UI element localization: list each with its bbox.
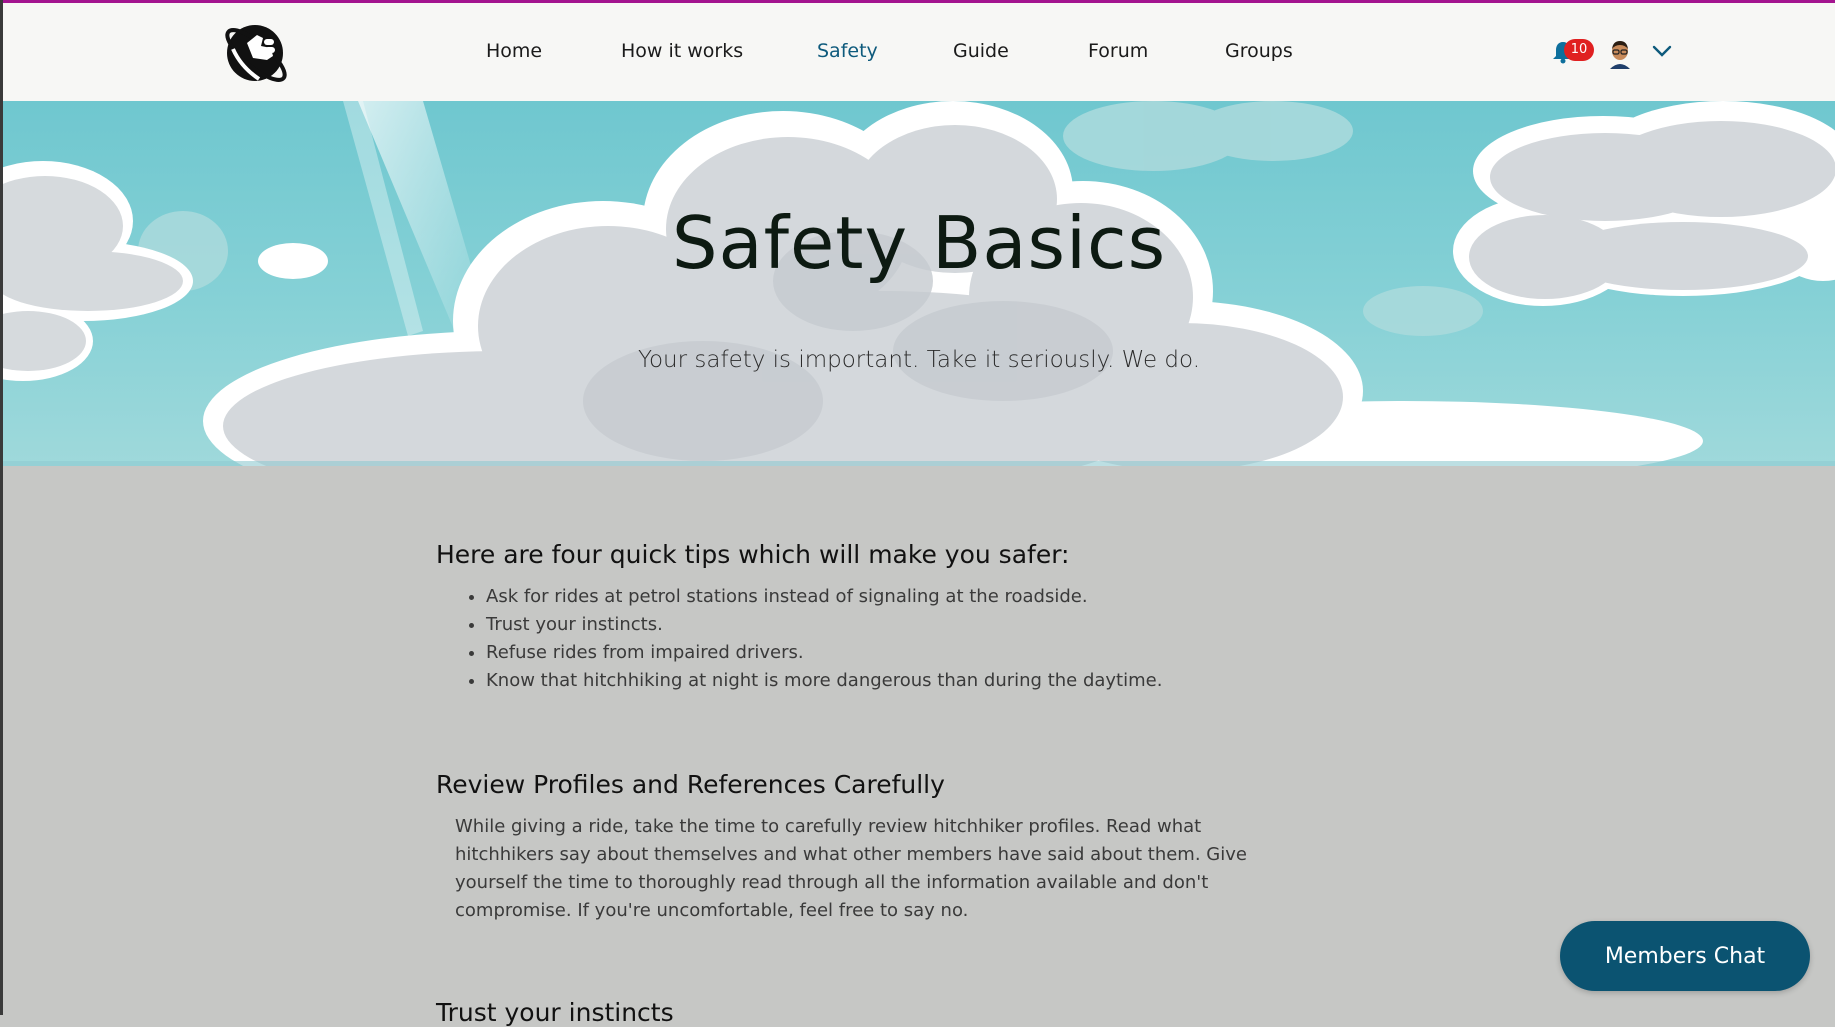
review-heading: Review Profiles and References Carefully [436,770,945,799]
tips-heading: Here are four quick tips which will make you safer: [436,540,1070,569]
tips-list [436,583,1296,695]
list-item: • Refuse rides from impaired drivers. [486,639,1296,667]
nav-safety[interactable]: Safety [817,40,878,62]
review-paragraph: While giving a ride, take the time to carefully review hitchhiker profiles. Read what hitchhikers say about themselves and what other members have said about them. Give yourself the time to thoroughly read through all the information available and don't compromise. If you're uncomfortable, feel free to say no. [455,816,1247,921]
nav-forum[interactable]: Forum [1088,40,1149,62]
nav-guide[interactable]: Guide [953,40,1009,62]
members-chat-button[interactable]: Members Chat [1560,921,1810,991]
hero-subtitle: Your safety is important. Take it seriously. We do. [637,347,1201,373]
nav-groups[interactable]: Groups [1225,40,1293,62]
tips-section [436,540,1296,695]
nav-home[interactable]: Home [486,40,543,62]
chevron-down-icon[interactable] [1651,43,1673,59]
page-title: Safety Basics [671,201,1167,285]
trust-instincts-section [436,998,1296,1027]
site-header [3,3,1835,101]
trust-heading: Trust your instincts [436,998,674,1027]
notification-count-badge[interactable]: 10 [1564,39,1594,61]
list-item: • Know that hitchhiking at night is more dangerous than during the daytime. [486,667,1296,695]
list-item: • Trust your instincts. [486,611,1296,639]
user-avatar-icon[interactable] [1607,39,1633,69]
list-item: • Ask for rides at petrol stations instead of signaling at the roadside. [486,583,1296,611]
hero-banner [3,101,1835,466]
nav-how-it-works[interactable]: How it works [621,40,744,62]
review-profiles-section [436,770,1296,925]
